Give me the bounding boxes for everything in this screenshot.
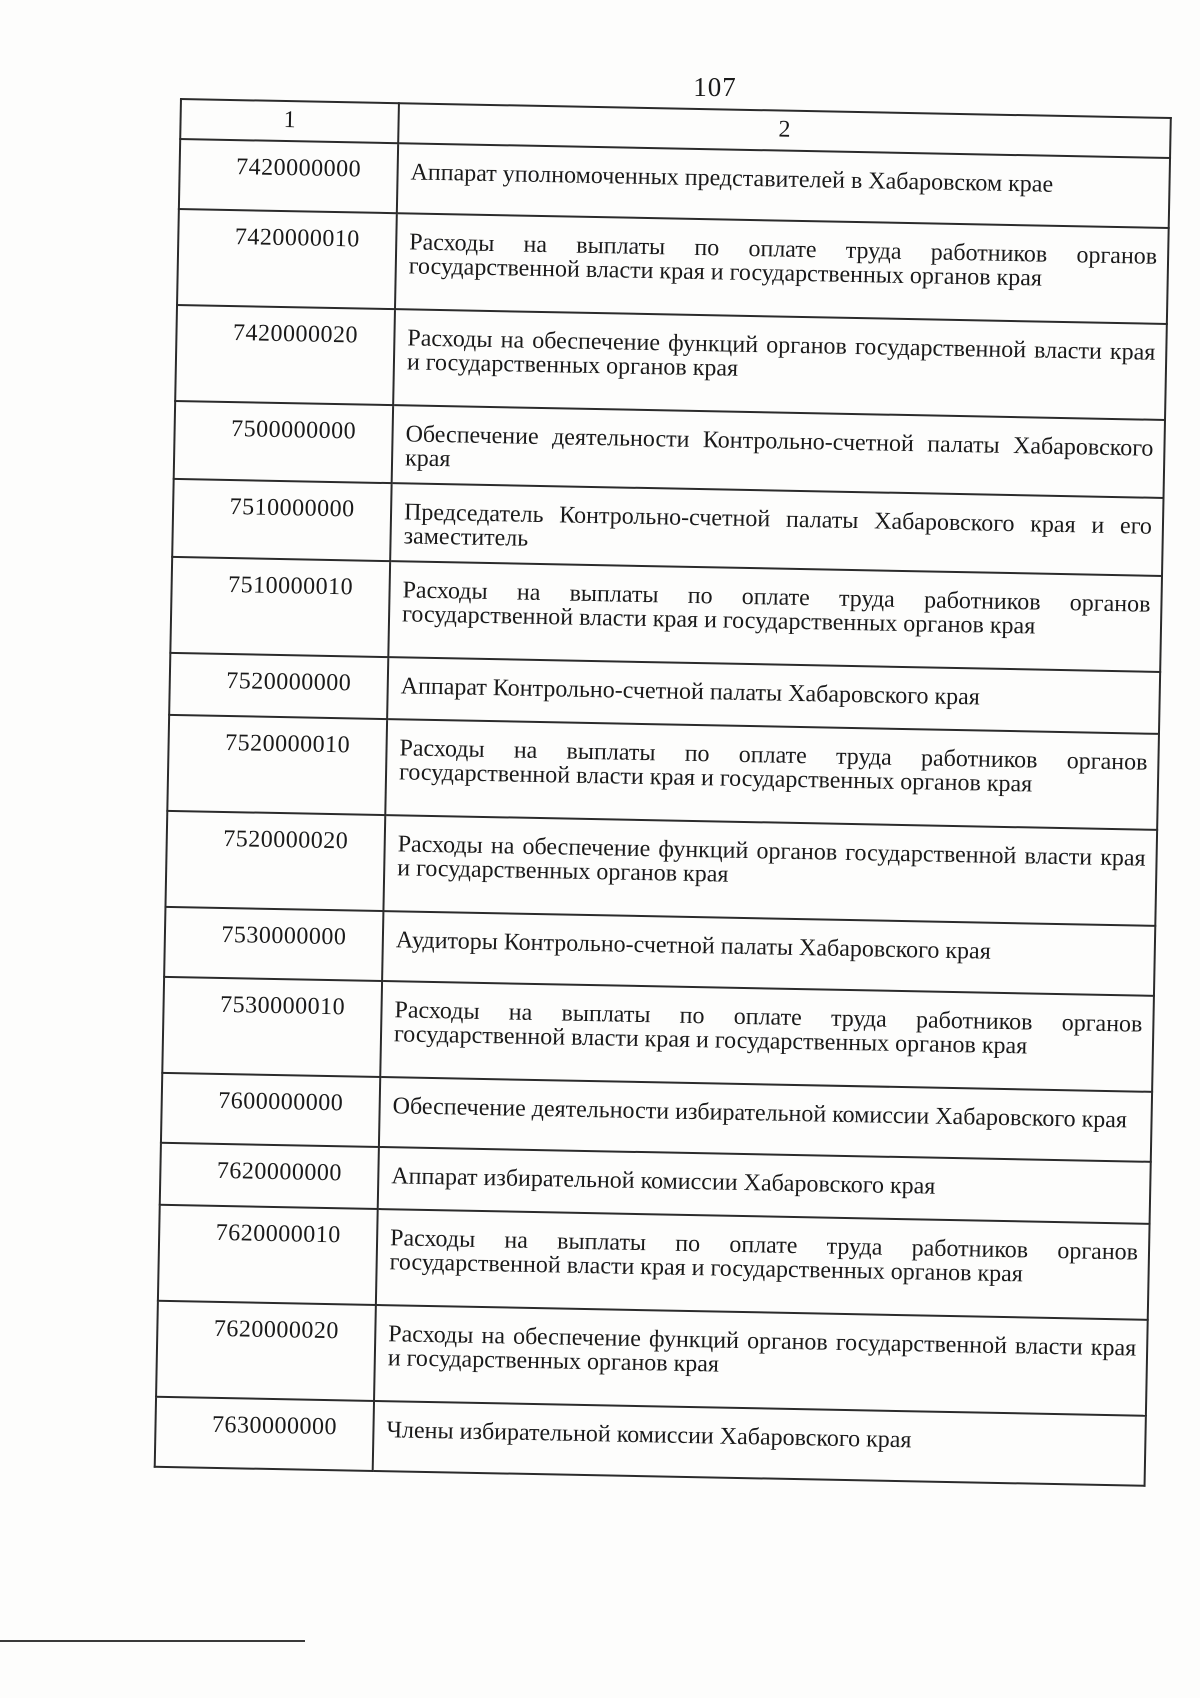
column-header-1: 1 (180, 99, 399, 143)
row-name: Обеспечение деятельности Контрольно-счетной палаты Хабаровского края (392, 405, 1165, 498)
row-name: Расходы на обеспечение функций органов государственной власти края и государственных органов края (383, 815, 1157, 926)
row-code: 7620000020 (156, 1301, 376, 1401)
row-code: 7600000000 (161, 1073, 380, 1147)
row-code: 7510000000 (172, 479, 391, 561)
row-name: Аппарат Контрольно-счетной палаты Хабаровского края (387, 657, 1160, 734)
row-code: 7520000020 (165, 811, 385, 911)
row-code: 7510000010 (170, 557, 390, 657)
row-code: 7630000000 (155, 1397, 374, 1471)
table-row (156, 1301, 1148, 1416)
row-name: Расходы на обеспечение функций органов государственной власти края и государственных органов края (374, 1305, 1148, 1416)
row-code: 7530000000 (164, 907, 383, 981)
row-name: Члены избирательной комиссии Хабаровского края (373, 1401, 1146, 1486)
table-row (162, 977, 1154, 1092)
row-code: 7420000020 (175, 305, 395, 405)
row-code: 7420000000 (179, 139, 398, 213)
row-code: 7530000010 (162, 977, 382, 1077)
row-name: Аппарат избирательной комиссии Хабаровского края (378, 1147, 1151, 1224)
row-name: Расходы на обеспечение функций органов государственной власти края и государственных органов края (393, 309, 1167, 420)
table-row (175, 305, 1167, 420)
table-row (158, 1205, 1150, 1320)
row-name: Председатель Контрольно-счетной палаты Хабаровского края и его заместитель (390, 483, 1163, 576)
row-name: Расходы на выплаты по оплате труда работников органов государственной власти края и государственных органов края (388, 561, 1162, 672)
row-code: 7620000010 (158, 1205, 378, 1305)
row-code: 7500000000 (174, 401, 393, 483)
budget-classification-table (154, 98, 1172, 1487)
row-name: Расходы на выплаты по оплате труда работников органов государственной власти края и государственных органов края (385, 719, 1159, 830)
row-name: Обеспечение деятельности избирательной комиссии Хабаровского края (379, 1077, 1152, 1162)
row-name: Расходы на выплаты по оплате труда работников органов государственной власти края и государственных органов края (376, 1209, 1150, 1320)
row-name: Расходы на выплаты по оплате труда работников органов государственной власти края и государственных органов края (380, 981, 1154, 1092)
row-code: 7520000000 (169, 653, 388, 719)
page-number: 107 (693, 72, 737, 102)
table-row (165, 811, 1157, 926)
row-name: Аппарат уполномоченных представителей в Хабаровском крае (397, 143, 1170, 228)
table-row (167, 715, 1159, 830)
footnote-divider (0, 1640, 305, 1642)
row-code: 7620000000 (160, 1143, 379, 1209)
table-row (170, 557, 1162, 672)
table-row (177, 209, 1169, 324)
row-code: 7420000010 (177, 209, 397, 309)
row-name: Аудиторы Контрольно-счетной палаты Хабаровского края (382, 911, 1155, 996)
row-name: Расходы на выплаты по оплате труда работников органов государственной власти края и государственных органов края (395, 213, 1169, 324)
column-header-2: 2 (398, 103, 1171, 158)
row-code: 7520000010 (167, 715, 387, 815)
